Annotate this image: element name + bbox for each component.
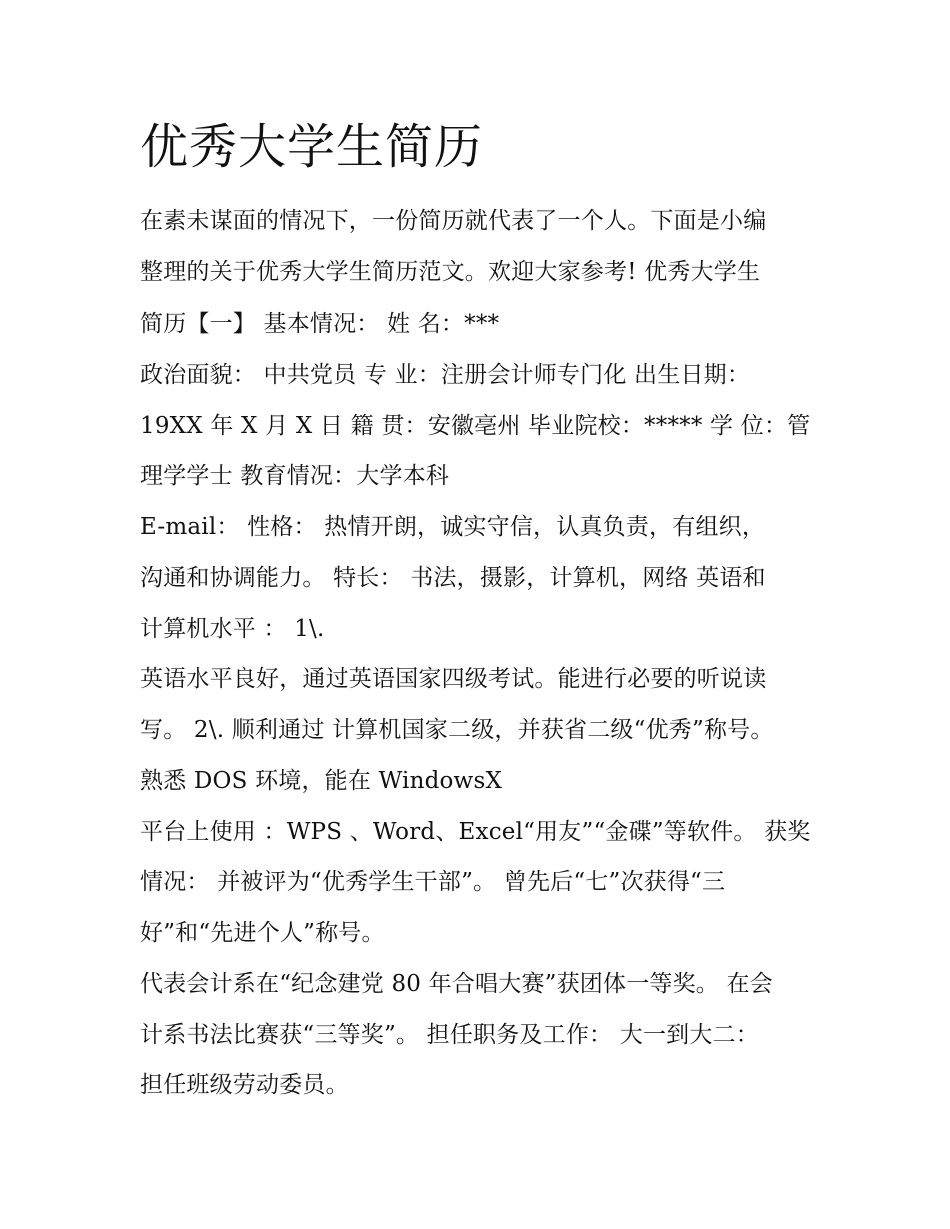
page-title: 优秀大学生简历 (140, 119, 484, 175)
body-line-15: 好”和“先进个人”称号。 (140, 920, 385, 946)
body-line-5: 19XX 年 X 月 X 日 籍 贯：安徽亳州 毕业院校：***** 学 位：管 (140, 413, 811, 439)
body-line-18: 担任班级劳动委员。 (140, 1072, 349, 1098)
body-line-4: 政治面貌： 中共党员 专 业：注册会计师专门化 出生日期： (140, 362, 751, 388)
body-line-11: 写。 2\. 顺利通过 计算机国家二级，并获省二级“优秀”称号。 (140, 717, 774, 743)
body-line-7: E-mail： 性格： 热情开朗，诚实守信，认真负责，有组织， (140, 514, 766, 540)
body-line-17: 计系书法比赛获“三等奖”。 担任职务及工作： 大一到大二： (140, 1022, 759, 1048)
body-line-6: 理学学士 教育情况：大学本科 (140, 463, 450, 489)
body-line-13: 平台上使用 ：WPS 、Word、Excel“用友”“金碟”等软件。 获奖 (140, 819, 811, 845)
body-line-10: 英语水平良好，通过英语国家四级考试。能进行必要的听说读 (140, 666, 767, 692)
body-line-1: 在素未谋面的情况下，一份简历就代表了一个人。下面是小编 (140, 208, 767, 234)
body-line-3: 简历【一】 基本情况： 姓 名：*** (140, 311, 500, 337)
body-line-8: 沟通和协调能力。 特长： 书法，摄影，计算机，网络 英语和 (140, 565, 766, 591)
body-line-9: 计算机水平 ： 1\. (140, 616, 325, 642)
body-line-2: 整理的关于优秀大学生简历范文。欢迎大家参考! 优秀大学生 (140, 259, 761, 285)
body-line-14: 情况： 并被评为“优秀学生干部”。 曾先后“七”次获得“三 (140, 869, 726, 895)
body-line-12: 熟悉 DOS 环境，能在 WindowsX (140, 768, 503, 794)
body-line-16: 代表会计系在“纪念建党 80 年合唱大赛”获团体一等奖。 在会 (140, 971, 773, 997)
